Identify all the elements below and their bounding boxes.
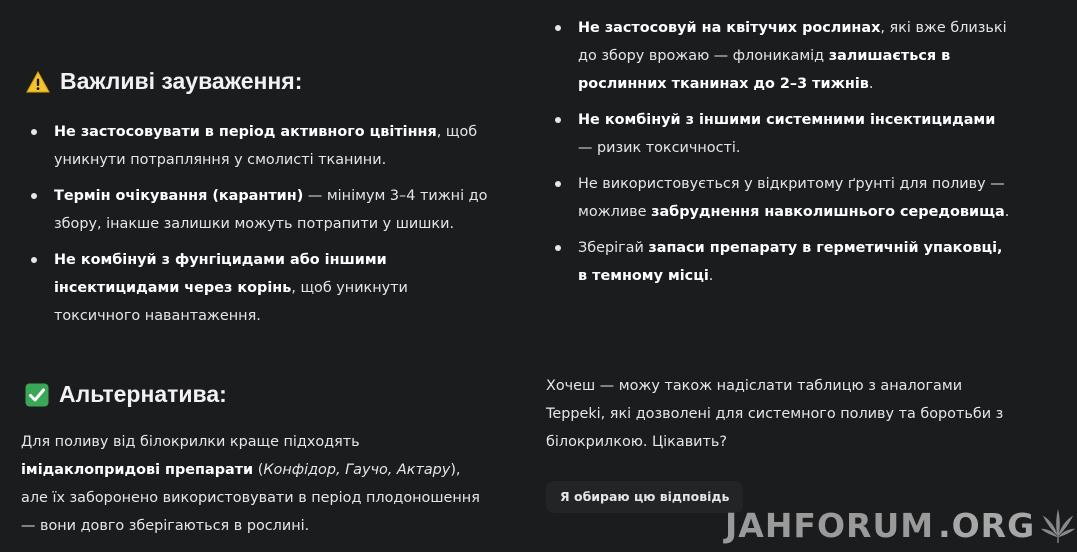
bold-text-run: Термін очікування (карантин) [54, 188, 304, 204]
bold-text-run: Не комбінуй з фунгіцидами або іншими інсектицидами через корінь [54, 252, 387, 296]
text-run: , щоб уникнути потрапляння у смолисті тканини. [54, 124, 478, 168]
important-notes-section [26, 68, 496, 338]
important-notes-heading [26, 68, 496, 95]
italic-text-run: Конфідор, Гаучо, Актару [263, 462, 451, 478]
text-run: ( [253, 462, 264, 478]
bold-text-run: Не комбінуй з іншими системними інсектицидами [578, 112, 996, 128]
list-item [550, 106, 1010, 162]
warning-icon [26, 70, 50, 94]
text-run: . [1004, 204, 1010, 220]
alternative-title: Альтернатива: [59, 381, 227, 407]
text-run: — ризик токсичності. [578, 140, 741, 156]
offer-paragraph: Хочеш — можу також надіслати таблицю з аналогами Teppeki, які дозволені для системного поливу та боротьби з білокрилкою. Цікавить? [546, 378, 1004, 450]
cannabis-leaf-icon [1039, 505, 1077, 545]
text-run: , які вже близькі до збору врожаю — флоникамід [578, 20, 1007, 64]
important-notes-list [26, 118, 496, 330]
more-notes-list [550, 14, 1010, 290]
watermark-text: JAHFORUM [725, 505, 935, 545]
list-item [550, 170, 1010, 226]
alternative-paragraph [21, 428, 491, 540]
text-run: . [868, 76, 874, 92]
bold-text-run: запаси препарату в герметичній упаковці, в темному місці [578, 240, 1003, 284]
bold-text-run: Не застосовувати в період активного цвітіння [54, 124, 437, 140]
offer-section [546, 372, 1016, 456]
text-run: — мінімум 3–4 тижні до збору, інакше залишки можуть потрапити у шишки. [54, 188, 488, 232]
choose-this-answer-button[interactable]: Я обираю цю відповідь [546, 481, 743, 513]
text-run: Для поливу від білокрилки краще підходять [21, 434, 360, 450]
text-run: Зберігай [578, 240, 649, 256]
alternative-heading [25, 381, 491, 408]
watermark-tld: .ORG [938, 505, 1036, 545]
watermark [725, 503, 1077, 547]
bold-text-run: забруднення навколишнього середовища [651, 204, 1005, 220]
alternative-section [21, 381, 491, 540]
list-item [550, 14, 1010, 98]
important-notes-title: Важливі зауваження: [60, 68, 303, 94]
list-item [550, 234, 1010, 290]
check-mark-icon [25, 383, 49, 407]
list-item [26, 118, 496, 174]
list-item [26, 182, 496, 238]
text-run: Не використовується у відкритому ґрунті для поливу — можливе [578, 176, 1005, 220]
bold-text-run: Не застосовуй на квітучих рослинах [578, 20, 881, 36]
text-run: . [708, 268, 714, 284]
bold-text-run: імідаклопридові препарати [21, 462, 254, 478]
more-notes-section [550, 14, 1010, 298]
text-run: ), але їх заборонено використовувати в період плодоношення — вони довго зберігаються в рослині. [21, 462, 480, 534]
bold-text-run: залишається в рослинних тканинах до 2–3 тижнів [578, 48, 951, 92]
text-run: , щоб уникнути токсичного навантаження. [54, 280, 408, 324]
list-item [26, 246, 496, 330]
